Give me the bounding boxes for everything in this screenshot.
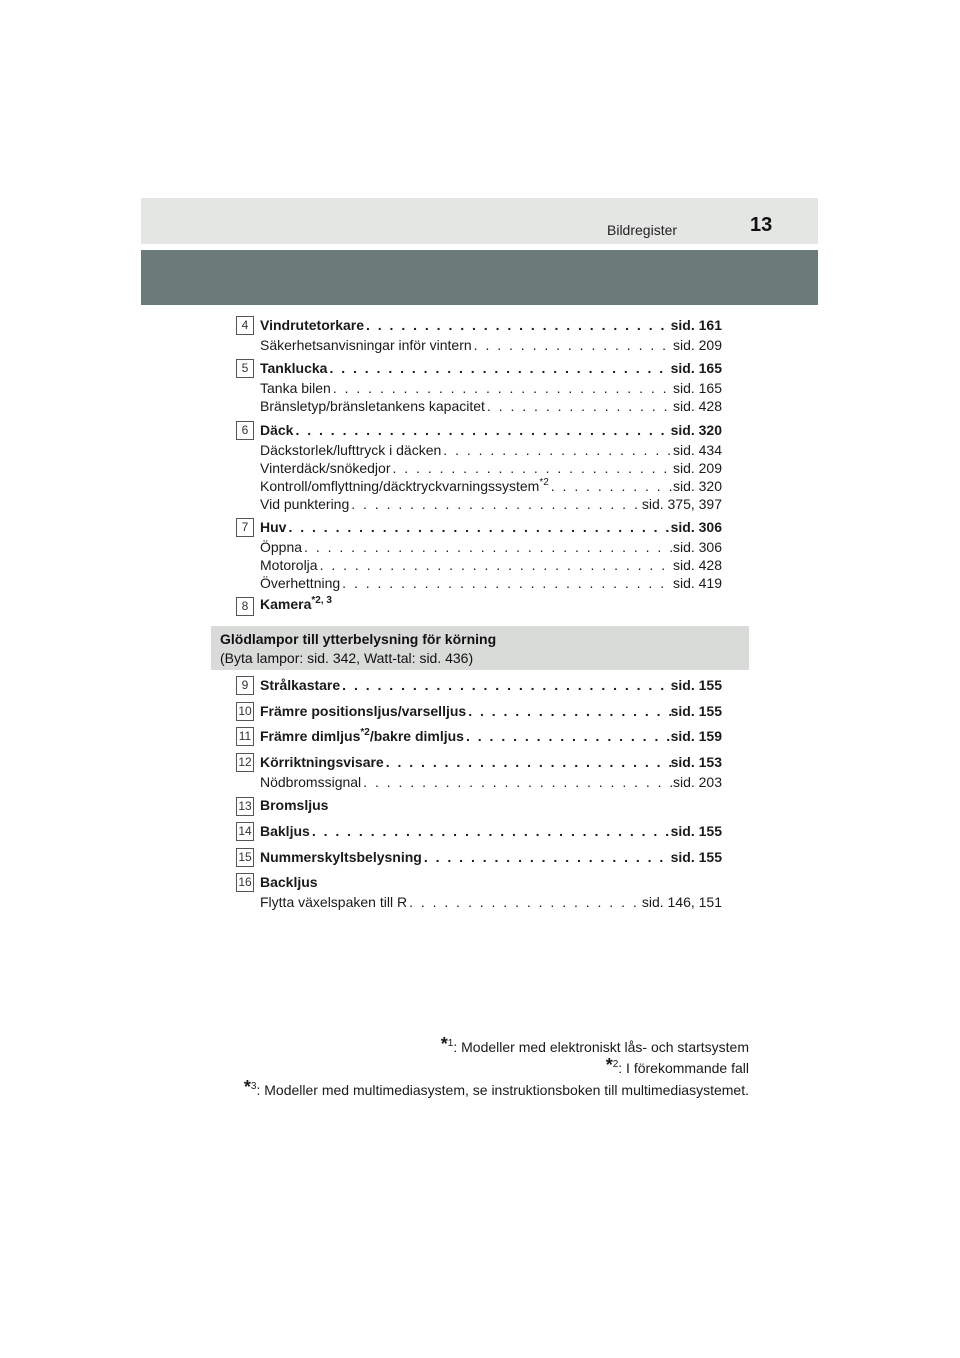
sub-entry-label: Tanka bilen	[260, 380, 331, 396]
entry-page-ref: sid. 153	[670, 754, 722, 770]
sub-entry-label-text: Kontroll/omflyttning/däcktryckvarningssystem	[260, 478, 540, 494]
footnote-number: 2	[612, 1059, 619, 1070]
entry-title: Främre positionsljus/varselljus	[260, 703, 467, 719]
item-number-badge: 15	[236, 848, 254, 867]
list-item	[260, 317, 722, 355]
entry-main-row	[260, 874, 722, 894]
footnote-text: : I förekommande fall	[618, 1060, 749, 1076]
header-section-title: Bildregister	[607, 222, 678, 238]
leader-dots	[310, 823, 671, 839]
entry-title: Däck	[260, 422, 294, 438]
leader-dots	[441, 442, 673, 458]
leader-dots	[286, 519, 670, 535]
header-bar	[141, 198, 818, 244]
leader-dots	[364, 317, 671, 333]
entry-page-ref: sid. 320	[670, 422, 722, 438]
footnote-star: *	[605, 1055, 613, 1075]
entry-title: Bromsljus	[260, 797, 329, 813]
entry-title: Körriktningsvisare	[260, 754, 384, 770]
list-item	[260, 849, 722, 869]
entry-title	[260, 596, 332, 612]
sub-entry-page-ref: sid. 428	[672, 557, 722, 573]
entry-title-text: Främre dimljus	[260, 728, 361, 744]
sub-entry-page-ref: sid. 375, 397	[641, 496, 722, 512]
sub-entry-label: Nödbromssignal	[260, 774, 362, 790]
entry-page-ref: sid. 155	[670, 849, 722, 865]
entry-page-ref: sid. 155	[670, 703, 722, 719]
footnote-star: *	[440, 1034, 448, 1054]
leader-dots	[331, 380, 673, 396]
leader-dots	[466, 703, 670, 719]
entry-title-text: Kamera	[260, 596, 312, 612]
sub-entry-page-ref: sid. 320	[672, 478, 722, 494]
item-number-badge: 10	[236, 702, 254, 721]
entry-sub-row	[260, 337, 722, 355]
item-number-badge: 5	[236, 359, 254, 378]
list-item	[260, 728, 722, 748]
list-item	[260, 754, 722, 792]
entry-main-row	[260, 317, 722, 337]
item-number-badge: 12	[236, 753, 254, 772]
entry-main-row	[260, 754, 722, 774]
leader-dots	[390, 460, 672, 476]
leader-dots	[464, 728, 671, 744]
sub-entry-page-ref: sid. 419	[672, 575, 722, 591]
leader-dots	[327, 360, 670, 376]
footnote	[441, 1034, 749, 1055]
footnote-text: : Modeller med elektroniskt lås- och startsystem	[453, 1039, 749, 1055]
list-item	[260, 823, 722, 843]
sub-entry-label: Säkerhetsanvisningar inför vintern	[260, 337, 472, 353]
leader-dots	[549, 478, 673, 494]
footnote-marker: *2, 3	[311, 596, 332, 606]
sub-entry-label: Motorolja	[260, 557, 318, 573]
entry-title: Backljus	[260, 874, 318, 890]
leader-dots	[361, 774, 673, 790]
section-header-box	[211, 626, 749, 670]
page-number: 13	[750, 214, 773, 236]
footnote-text: : Modeller med multimediasystem, se instruktionsboken till multimediasystemet.	[256, 1082, 749, 1098]
leader-dots	[302, 539, 673, 555]
entry-sub-row	[260, 557, 722, 575]
sub-entry-label: Vinterdäck/snökedjor	[260, 460, 391, 476]
leader-dots	[340, 575, 673, 591]
list-item	[260, 677, 722, 697]
entry-title-rest: /bakre dimljus	[369, 728, 464, 744]
entry-sub-row	[260, 398, 722, 416]
entry-page-ref: sid. 161	[670, 317, 722, 333]
entry-main-row	[260, 823, 722, 843]
entry-title: Vindrutetorkare	[260, 317, 364, 333]
entry-page-ref: sid. 306	[670, 519, 722, 535]
leader-dots	[422, 849, 671, 865]
entry-title: Tanklucka	[260, 360, 328, 376]
sub-entry-page-ref: sid. 203	[672, 774, 722, 790]
leader-dots	[293, 422, 670, 438]
sub-entry-label: Överhettning	[260, 575, 341, 591]
item-number-badge: 4	[236, 316, 254, 335]
entry-title: Nummerskyltsbelysning	[260, 849, 422, 865]
item-number-badge: 8	[236, 597, 254, 616]
footnote-star: *	[243, 1077, 251, 1097]
leader-dots	[349, 496, 642, 512]
entry-sub-row	[260, 575, 722, 593]
entry-sub-row	[260, 894, 722, 912]
entry-title: Huv	[260, 519, 287, 535]
list-item	[260, 360, 722, 416]
footnote-number: 3	[250, 1081, 257, 1092]
entry-page-ref: sid. 159	[670, 728, 722, 744]
sub-entry-page-ref: sid. 209	[672, 460, 722, 476]
item-number-badge: 16	[236, 873, 254, 892]
entry-title: Strålkastare	[260, 677, 341, 693]
footnote-marker: *2	[360, 728, 370, 738]
entry-main-row	[260, 596, 722, 616]
sub-entry-label	[260, 478, 549, 494]
entry-sub-row	[260, 442, 722, 460]
sub-entry-page-ref: sid. 434	[672, 442, 722, 458]
item-number-badge: 7	[236, 518, 254, 537]
sub-entry-label: Vid punktering	[260, 496, 350, 512]
entry-main-row	[260, 519, 722, 539]
entry-main-row	[260, 360, 722, 380]
item-number-badge: 13	[236, 797, 254, 816]
item-number-badge: 14	[236, 822, 254, 841]
entry-page-ref: sid. 155	[670, 677, 722, 693]
footnote-marker: *2	[539, 478, 549, 488]
item-number-badge: 9	[236, 676, 254, 695]
leader-dots	[407, 894, 642, 910]
list-item	[260, 874, 722, 912]
entry-main-row	[260, 797, 722, 817]
sub-entry-page-ref: sid. 306	[672, 539, 722, 555]
entry-title	[260, 728, 464, 744]
leader-dots	[384, 754, 671, 770]
sub-entry-label: Däckstorlek/lufttryck i däcken	[260, 442, 442, 458]
list-item	[260, 797, 722, 817]
sub-entry-page-ref: sid. 146, 151	[641, 894, 722, 910]
sub-entry-page-ref: sid. 428	[672, 398, 722, 414]
sub-entry-page-ref: sid. 165	[672, 380, 722, 396]
entry-main-row	[260, 728, 722, 748]
section-title: Glödlampor till ytterbelysning för körning	[220, 631, 497, 647]
entry-sub-row	[260, 460, 722, 478]
item-number-badge: 6	[236, 421, 254, 440]
sub-entry-label: Flytta växelspaken till R	[260, 894, 408, 910]
entry-sub-row	[260, 539, 722, 557]
item-number-badge: 11	[236, 727, 254, 746]
entry-sub-row	[260, 478, 722, 496]
entry-page-ref: sid. 165	[670, 360, 722, 376]
footnote-number: 1	[447, 1038, 454, 1049]
sub-entry-page-ref: sid. 209	[672, 337, 722, 353]
entry-main-row	[260, 677, 722, 697]
entry-main-row	[260, 422, 722, 442]
section-subtitle: (Byta lampor: sid. 342, Watt-tal: sid. 436)	[220, 650, 474, 666]
footnote	[606, 1055, 749, 1076]
entry-title: Bakljus	[260, 823, 310, 839]
entry-main-row	[260, 703, 722, 723]
leader-dots	[340, 677, 670, 693]
sub-entry-label: Öppna	[260, 539, 303, 555]
sub-entry-label: Bränsletyp/bränsletankens kapacitet	[260, 398, 485, 414]
leader-dots	[472, 337, 673, 353]
list-item	[260, 422, 722, 514]
entry-sub-row	[260, 380, 722, 398]
list-item	[260, 596, 722, 616]
entry-page-ref: sid. 155	[670, 823, 722, 839]
entry-main-row	[260, 849, 722, 869]
header-band	[141, 250, 818, 305]
entry-sub-row	[260, 496, 722, 514]
footnote	[244, 1077, 749, 1098]
entry-sub-row	[260, 774, 722, 792]
list-item	[260, 703, 722, 723]
list-item	[260, 519, 722, 593]
leader-dots	[318, 557, 673, 573]
leader-dots	[485, 398, 673, 414]
